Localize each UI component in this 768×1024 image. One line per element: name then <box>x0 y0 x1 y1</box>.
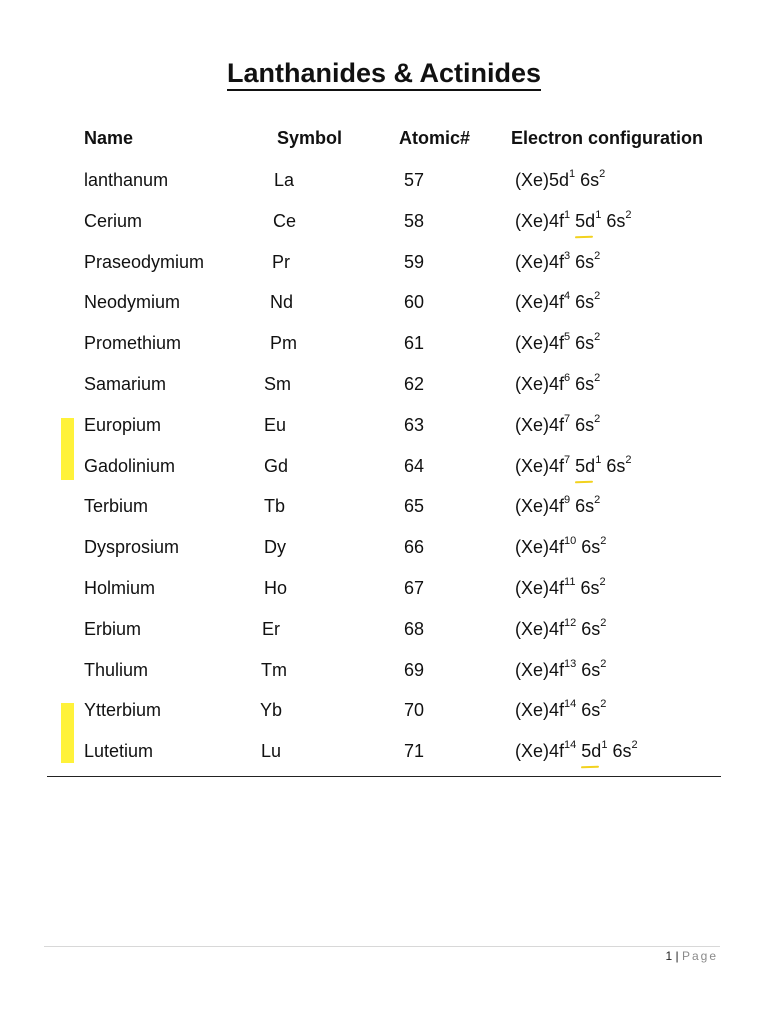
atomic-number: 58 <box>404 210 425 231</box>
table-row <box>0 454 768 495</box>
superscript: 2 <box>594 412 601 425</box>
config-text: 6s <box>576 537 601 558</box>
header-symbol: Symbol <box>277 128 343 148</box>
atomic-number: 65 <box>404 496 425 517</box>
electron-configuration <box>515 657 607 681</box>
table-row <box>0 168 768 209</box>
element-symbol: Ce <box>273 210 297 231</box>
element-name: Neodymium <box>84 292 181 313</box>
config-text: (Xe)4f <box>515 455 565 476</box>
superscript: 2 <box>600 616 607 629</box>
element-symbol: Tm <box>261 659 287 680</box>
superscript: 1 <box>601 739 608 752</box>
electron-configuration <box>515 412 601 436</box>
element-name: Dysprosium <box>84 537 180 558</box>
table-row <box>0 617 768 658</box>
highlighter-mark <box>61 418 74 480</box>
atomic-number: 71 <box>404 741 425 762</box>
element-table <box>0 168 768 780</box>
header-name: Name <box>84 128 134 148</box>
element-name: Cerium <box>84 210 143 231</box>
table-row <box>0 331 768 372</box>
superscript: 7 <box>564 453 571 466</box>
config-text: (Xe)4f <box>515 496 565 517</box>
element-name: Lutetium <box>84 741 154 762</box>
atomic-number: 62 <box>404 373 425 394</box>
electron-configuration <box>515 249 601 273</box>
element-name: Terbium <box>84 496 149 517</box>
superscript: 2 <box>594 371 601 384</box>
superscript: 2 <box>594 249 601 262</box>
config-text: (Xe)4f <box>515 700 565 721</box>
table-bottom-rule <box>47 776 721 777</box>
table-row <box>0 494 768 535</box>
element-symbol: Gd <box>264 455 289 476</box>
superscript: 4 <box>564 290 571 303</box>
element-name: Holmium <box>84 577 156 598</box>
superscript: 14 <box>564 739 577 752</box>
atomic-number: 66 <box>404 537 425 558</box>
atomic-number: 64 <box>404 455 425 476</box>
electron-configuration <box>515 700 606 721</box>
superscript: 11 <box>564 575 576 588</box>
element-name: Praseodymium <box>84 251 205 272</box>
page-title: Lanthanides & Actinides <box>0 58 768 89</box>
atomic-number: 63 <box>404 414 425 435</box>
electron-configuration <box>515 170 605 191</box>
electron-configuration <box>515 371 601 395</box>
atomic-number: 70 <box>404 700 425 721</box>
element-symbol: Nd <box>270 292 294 313</box>
config-text: (Xe)5d <box>515 170 570 190</box>
config-text: 6s <box>576 659 601 680</box>
footer-separator: | <box>675 949 679 963</box>
superscript: 3 <box>564 249 571 262</box>
element-name: Samarium <box>84 373 167 394</box>
electron-configuration <box>515 333 600 354</box>
element-symbol: La <box>274 170 295 190</box>
superscript: 1 <box>569 168 576 180</box>
config-text: 6s <box>570 496 595 517</box>
table-row <box>0 658 768 699</box>
table-row <box>0 372 768 413</box>
config-text: (Xe)4f <box>515 210 565 231</box>
config-text: 6s <box>575 170 600 190</box>
footer-rule <box>44 946 720 947</box>
element-name: lanthanum <box>84 170 169 190</box>
config-text: (Xe)4f <box>515 618 565 639</box>
superscript: 1 <box>595 208 602 221</box>
superscript: 5 <box>564 331 571 344</box>
table-row <box>0 290 768 331</box>
element-symbol: Pr <box>272 251 290 272</box>
config-text: 6s <box>570 333 595 354</box>
superscript: 14 <box>564 698 577 711</box>
superscript: 2 <box>600 535 607 548</box>
electron-configuration <box>515 537 606 558</box>
superscript: 2 <box>625 208 632 221</box>
config-text: 6s <box>601 210 626 231</box>
element-symbol: Yb <box>260 700 283 721</box>
superscript: 13 <box>564 657 577 670</box>
element-name: Erbium <box>84 618 142 639</box>
element-symbol: Tb <box>264 496 286 517</box>
table-row <box>0 413 768 454</box>
config-text: (Xe)4f <box>515 537 565 558</box>
table-row <box>0 698 768 739</box>
superscript: 2 <box>594 331 601 344</box>
element-name: Gadolinium <box>84 455 176 476</box>
superscript: 12 <box>564 616 577 629</box>
element-name: Thulium <box>84 659 149 680</box>
config-text: (Xe)4f <box>515 373 565 394</box>
page-footer <box>665 949 718 963</box>
element-symbol: Lu <box>261 741 282 762</box>
superscript: 9 <box>564 494 571 507</box>
config-text: (Xe)4f <box>515 577 565 598</box>
atomic-number: 67 <box>404 577 425 598</box>
atomic-number: 61 <box>404 333 425 354</box>
config-text: 6s <box>570 251 595 272</box>
element-symbol: Pm <box>270 333 297 354</box>
electron-configuration <box>515 292 600 313</box>
config-text: (Xe)4f <box>515 741 565 762</box>
electron-configuration <box>515 741 638 762</box>
element-symbol: Eu <box>264 414 287 435</box>
superscript: 2 <box>599 168 606 180</box>
atomic-number: 68 <box>404 618 425 639</box>
superscript: 2 <box>599 575 606 588</box>
table-row <box>0 535 768 576</box>
element-symbol: Ho <box>264 577 288 598</box>
config-text: (Xe)4f <box>515 333 565 354</box>
electron-configuration <box>515 208 632 232</box>
config-text: (Xe)4f <box>515 414 565 435</box>
electron-configuration <box>515 453 632 477</box>
superscript: 1 <box>564 208 571 221</box>
element-symbol: Dy <box>264 537 286 558</box>
config-text: 6s <box>601 455 626 476</box>
underlined-orbital: 5d <box>581 741 602 762</box>
underlined-orbital: 5d <box>575 210 596 231</box>
superscript: 1 <box>595 453 602 466</box>
table-header <box>0 128 768 154</box>
superscript: 2 <box>631 739 638 752</box>
config-text: 6s <box>570 373 595 394</box>
superscript: 6 <box>564 371 571 384</box>
config-text: 6s <box>570 292 595 313</box>
config-text: 6s <box>576 700 601 721</box>
header-config: Electron configuration <box>511 128 704 148</box>
electron-configuration <box>515 575 606 599</box>
element-name: Europium <box>84 414 162 435</box>
superscript: 2 <box>600 698 607 711</box>
element-symbol: Er <box>262 618 280 639</box>
config-text: 6s <box>607 741 632 762</box>
config-text: 6s <box>570 414 595 435</box>
config-text: (Xe)4f <box>515 659 565 680</box>
highlighter-mark <box>61 703 74 763</box>
table-row <box>0 250 768 291</box>
atomic-number: 69 <box>404 659 425 680</box>
element-symbol: Sm <box>264 373 291 394</box>
config-text: 6s <box>575 577 600 598</box>
superscript: 2 <box>594 290 601 303</box>
config-text: (Xe)4f <box>515 292 565 313</box>
page-number: 1 <box>665 949 673 963</box>
config-text: (Xe)4f <box>515 251 565 272</box>
superscript: 2 <box>625 453 632 466</box>
electron-configuration <box>515 496 600 517</box>
table-row <box>0 209 768 250</box>
element-name: Ytterbium <box>84 700 162 721</box>
table-row <box>0 576 768 617</box>
table-row <box>0 739 768 780</box>
atomic-number: 60 <box>404 292 425 313</box>
element-name: Promethium <box>84 333 182 354</box>
underlined-orbital: 5d <box>575 455 596 476</box>
header-atomic: Atomic# <box>399 128 471 148</box>
superscript: 10 <box>564 535 577 548</box>
config-text: 6s <box>576 618 601 639</box>
page-label: Page <box>681 949 718 963</box>
atomic-number: 57 <box>404 170 425 190</box>
superscript: 2 <box>600 657 607 670</box>
superscript: 7 <box>564 412 571 425</box>
electron-configuration <box>515 616 607 640</box>
atomic-number: 59 <box>404 251 425 272</box>
superscript: 2 <box>594 494 601 507</box>
